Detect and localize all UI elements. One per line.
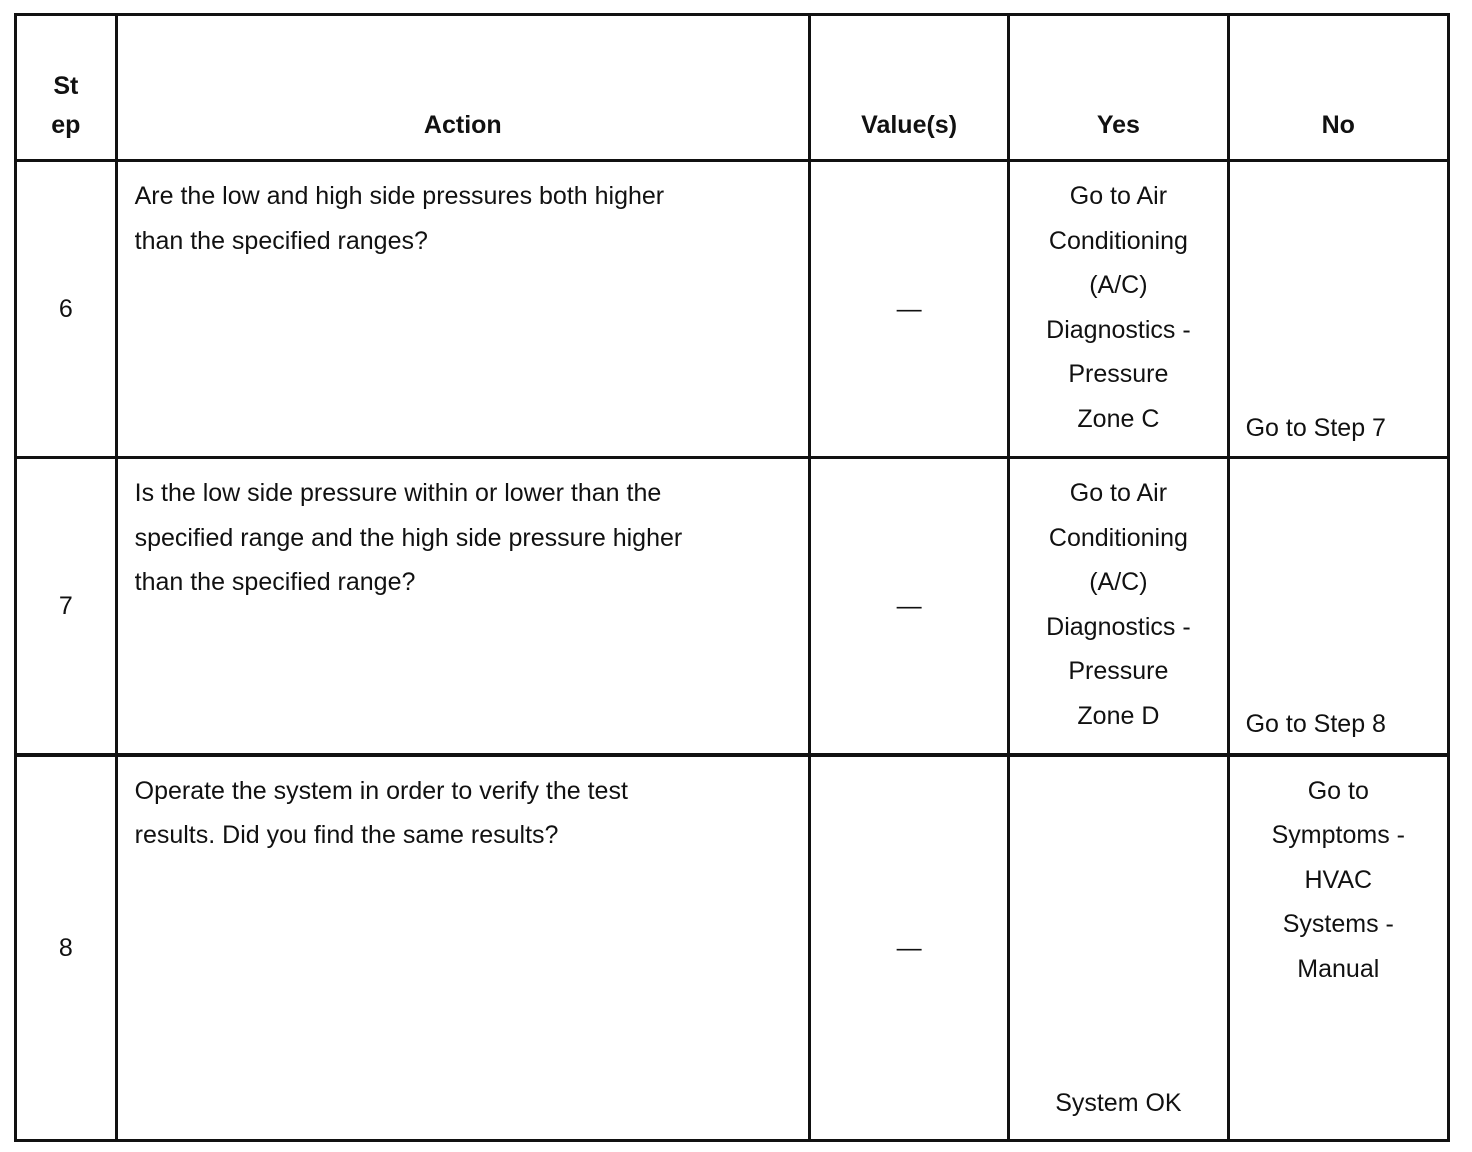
step-number: 7 — [16, 458, 117, 755]
header-row — [16, 15, 1449, 161]
header-values: Value(s) — [809, 15, 1008, 161]
no-cell: Go to Step 8 — [1228, 458, 1448, 755]
yes-cell: Go to Air Conditioning (A/C) Diagnostics - Pressure Zone D — [1009, 458, 1228, 755]
value-cell: — — [809, 458, 1008, 755]
value-cell: — — [809, 755, 1008, 1141]
table-row — [16, 161, 1449, 458]
table-row — [16, 458, 1449, 755]
header-yes: Yes — [1009, 15, 1228, 161]
no-cell: Go to Step 7 — [1228, 161, 1448, 458]
step-number: 6 — [16, 161, 117, 458]
header-action: Action — [116, 15, 809, 161]
table-row — [16, 755, 1449, 1141]
yes-cell: Go to Air Conditioning (A/C) Diagnostics - Pressure Zone C — [1009, 161, 1228, 458]
header-step: St ep — [16, 15, 117, 161]
diagnostic-table — [14, 13, 1450, 1142]
yes-cell: System OK — [1009, 755, 1228, 1141]
no-cell: Go to Symptoms - HVAC Systems - Manual — [1228, 755, 1448, 1141]
action-text: Is the low side pressure within or lower than the specified range and the high side pressure higher than the specified range? — [116, 458, 809, 755]
action-text: Are the low and high side pressures both higher than the specified ranges? — [116, 161, 809, 458]
step-number: 8 — [16, 755, 117, 1141]
value-cell: — — [809, 161, 1008, 458]
action-text: Operate the system in order to verify the test results. Did you find the same results? — [116, 755, 809, 1141]
header-no: No — [1228, 15, 1448, 161]
